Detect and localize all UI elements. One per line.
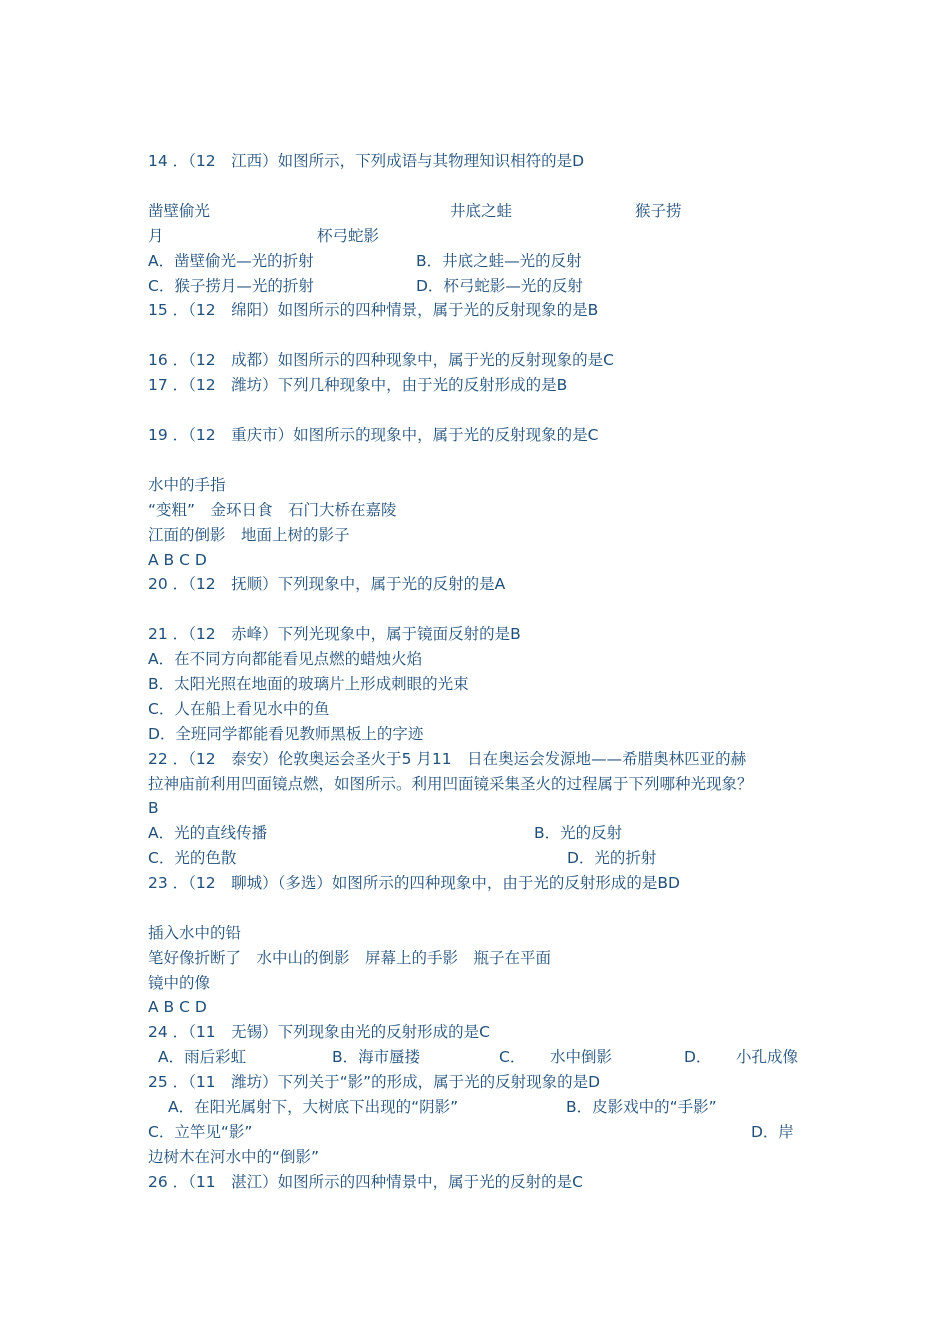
text-segment: D．杯弓蛇影—光的反射 bbox=[416, 277, 583, 295]
text-segment: 25 ．（11 潍坊）下列关于“影”的形成，属于光的反射现象的是D bbox=[148, 1073, 601, 1091]
text-segment: 14 ．（12 江西）如图所示，下列成语与其物理知识相符的是D bbox=[148, 152, 585, 170]
text-segment: B．井底之蛙—光的反射 bbox=[416, 252, 582, 270]
text-segment: 22 ．（12 泰安）伦敦奥运会圣火于5 月11 日在奥运会发源地——希腊奥林匹亚的赫 bbox=[148, 750, 747, 768]
text-segment: C．猴子捞月—光的折射 bbox=[148, 277, 314, 295]
text-segment: 杯弓蛇影 bbox=[317, 227, 380, 245]
text-segment: 凿壁偷光 bbox=[148, 202, 211, 220]
text-segment: 17 ．（12 潍坊）下列几种现象中，由于光的反射形成的是B bbox=[148, 376, 568, 394]
text-segment: A B C D bbox=[148, 551, 207, 569]
text-segment: C．光的色散 bbox=[148, 849, 237, 867]
text-segment: A B C D bbox=[148, 998, 207, 1016]
text-segment: D．岸 bbox=[751, 1123, 794, 1141]
text-segment: 小孔成像 bbox=[736, 1048, 799, 1066]
text-segment: B bbox=[148, 799, 159, 817]
text-segment: A．光的直线传播 bbox=[148, 824, 268, 842]
text-segment: 江面的倒影 地面上树的影子 bbox=[148, 526, 350, 544]
text-segment: A．在不同方向都能看见点燃的蜡烛火焰 bbox=[148, 650, 423, 668]
text-segment: C．立竿见“影” bbox=[148, 1123, 253, 1141]
text-segment: 21 ．（12 赤峰）下列光现象中，属于镜面反射的是B bbox=[148, 625, 521, 643]
text-segment: B．光的反射 bbox=[534, 824, 623, 842]
text-segment: 边树木在河水中的“倒影” bbox=[148, 1148, 320, 1166]
text-segment: 猴子捞 bbox=[635, 202, 682, 220]
text-segment: 15 ．（12 绵阳）如图所示的四种情景，属于光的反射现象的是B bbox=[148, 301, 599, 319]
text-segment: D．全班同学都能看见教师黑板上的字迹 bbox=[148, 725, 424, 743]
text-segment: C． bbox=[499, 1048, 526, 1066]
text-segment: 插入水中的铅 bbox=[148, 924, 242, 942]
text-segment: 拉神庙前利用凹面镜点燃，如图所示。利用凹面镜采集圣火的过程属于下列哪种光现象？ bbox=[148, 775, 753, 793]
text-segment: 笔好像折断了 水中山的倒影 屏幕上的手影 瓶子在平面 bbox=[148, 949, 552, 967]
text-segment: B．海市蜃搂 bbox=[332, 1048, 421, 1066]
text-segment: 20 ．（12 抚顺）下列现象中，属于光的反射的是A bbox=[148, 575, 506, 593]
text-segment: 19 ．（12 重庆市）如图所示的现象中，属于光的反射现象的是C bbox=[148, 426, 599, 444]
text-segment: A．凿壁偷光—光的折射 bbox=[148, 252, 314, 270]
text-segment: D．光的折射 bbox=[567, 849, 657, 867]
text-segment: 月 bbox=[148, 227, 164, 245]
text-segment: 16 ．（12 成都）如图所示的四种现象中，属于光的反射现象的是C bbox=[148, 351, 614, 369]
text-segment: C．人在船上看见水中的鱼 bbox=[148, 700, 330, 718]
text-segment: B．太阳光照在地面的玻璃片上形成刺眼的光束 bbox=[148, 675, 469, 693]
text-segment: 24 ．（11 无锡）下列现象由光的反射形成的是C bbox=[148, 1023, 490, 1041]
text-segment: 井底之蛙 bbox=[450, 202, 513, 220]
text-segment: 镜中的像 bbox=[148, 974, 211, 992]
text-segment: B．皮影戏中的“手影” bbox=[566, 1098, 717, 1116]
text-segment: “变粗” 金环日食 石门大桥在嘉陵 bbox=[148, 501, 397, 519]
text-segment: 水中的手指 bbox=[148, 476, 226, 494]
text-segment: 23 ．（12 聊城）（多选）如图所示的四种现象中，由于光的反射形成的是BD bbox=[148, 874, 680, 892]
text-segment: 26 ．（11 湛江）如图所示的四种情景中，属于光的反射的是C bbox=[148, 1173, 583, 1191]
text-segment: D． bbox=[684, 1048, 712, 1066]
text-segment: A．雨后彩虹 bbox=[158, 1048, 247, 1066]
text-segment: A．在阳光属射下，大树底下出现的“阴影” bbox=[168, 1098, 459, 1116]
text-segment: 水中倒影 bbox=[550, 1048, 613, 1066]
